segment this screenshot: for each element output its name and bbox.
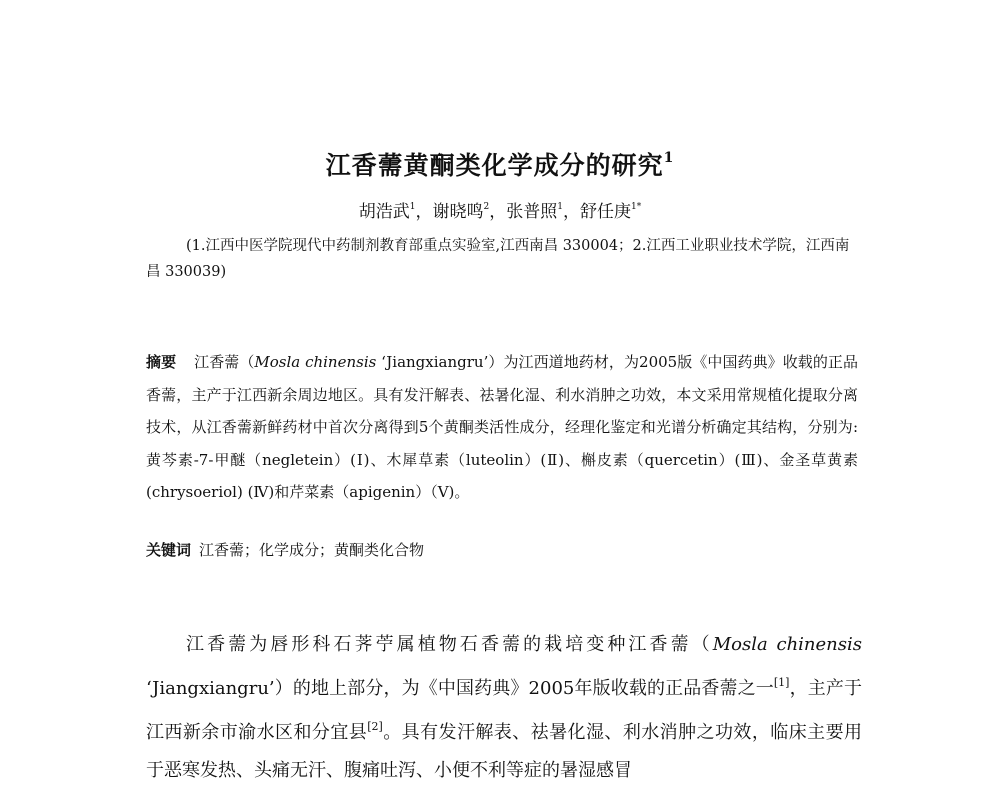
author: 张普照$^1$， (506, 202, 580, 222)
abstract: 摘要 江香薷（Mosla chinensis ‘Jiangxiangru’）为江西道地药材，为2005版《中国药典》收载的正品香薷，主产于江西新余周边地区。具有发汗解表、祛暑化湿、利水消肿之功效，本文采用常规植化提取分离技术，从江香薷新鲜药材中首次分离得到5个黄酮类活性成分，经理化鉴定和光谱分析确定其结构，分别为:黄芩素-7-甲醚（negletein）(Ⅰ)、木犀草素（luteolin）(Ⅱ)、槲皮素（quercetin）(Ⅲ)、金圣草黄素(chrysoeriol) (Ⅳ)和芹菜素（apigenin）（Ⅴ)。 (146, 353, 858, 501)
paper-title (0, 146, 1000, 182)
keywords-text: 江香薷；化学成分；黄酮类化合物 (199, 541, 425, 559)
title-footnote-mark: 1 (663, 150, 675, 166)
body-paragraph: 江香薷为唇形科石荠苧属植物石香薷的栽培变种江香薷（Mosla chinensis ‘Jiangxiangru’）的地上部分，为《中国药典》2005年版收载的正品香薷之一[1]，主产于江西新余市渝水区和分宜县[2]。具有发汗解表、祛暑化湿、利水消肿之功效，临床主要用于恶寒发热、头痛无汗、腹痛吐泻、小便不利等症的暑湿感冒 (146, 634, 863, 781)
keywords (146, 537, 858, 563)
species-name: Mosla chinensis (254, 353, 377, 371)
author: 舒任庚$^{1*}$ (579, 202, 642, 222)
species-name: Mosla chinensis (712, 634, 863, 655)
author: 胡浩武$^1$， (358, 202, 433, 222)
abstract-label: 摘要 (146, 353, 177, 371)
author-list (0, 197, 1000, 222)
title-text: 江香薷黄酮类化学成分的研究 (325, 151, 664, 180)
author: 谢晓鸣$^2$， (432, 202, 507, 222)
keywords-label: 关键词 (146, 541, 192, 559)
citation-ref[interactable]: [1] (773, 676, 790, 689)
affiliation: (1.江西中医学院现代中药制剂教育部重点实验室,江西南昌 330004；2.江西工业职业技术学院，江西南昌 330039) (146, 238, 850, 280)
citation-ref[interactable]: [2] (367, 720, 383, 733)
